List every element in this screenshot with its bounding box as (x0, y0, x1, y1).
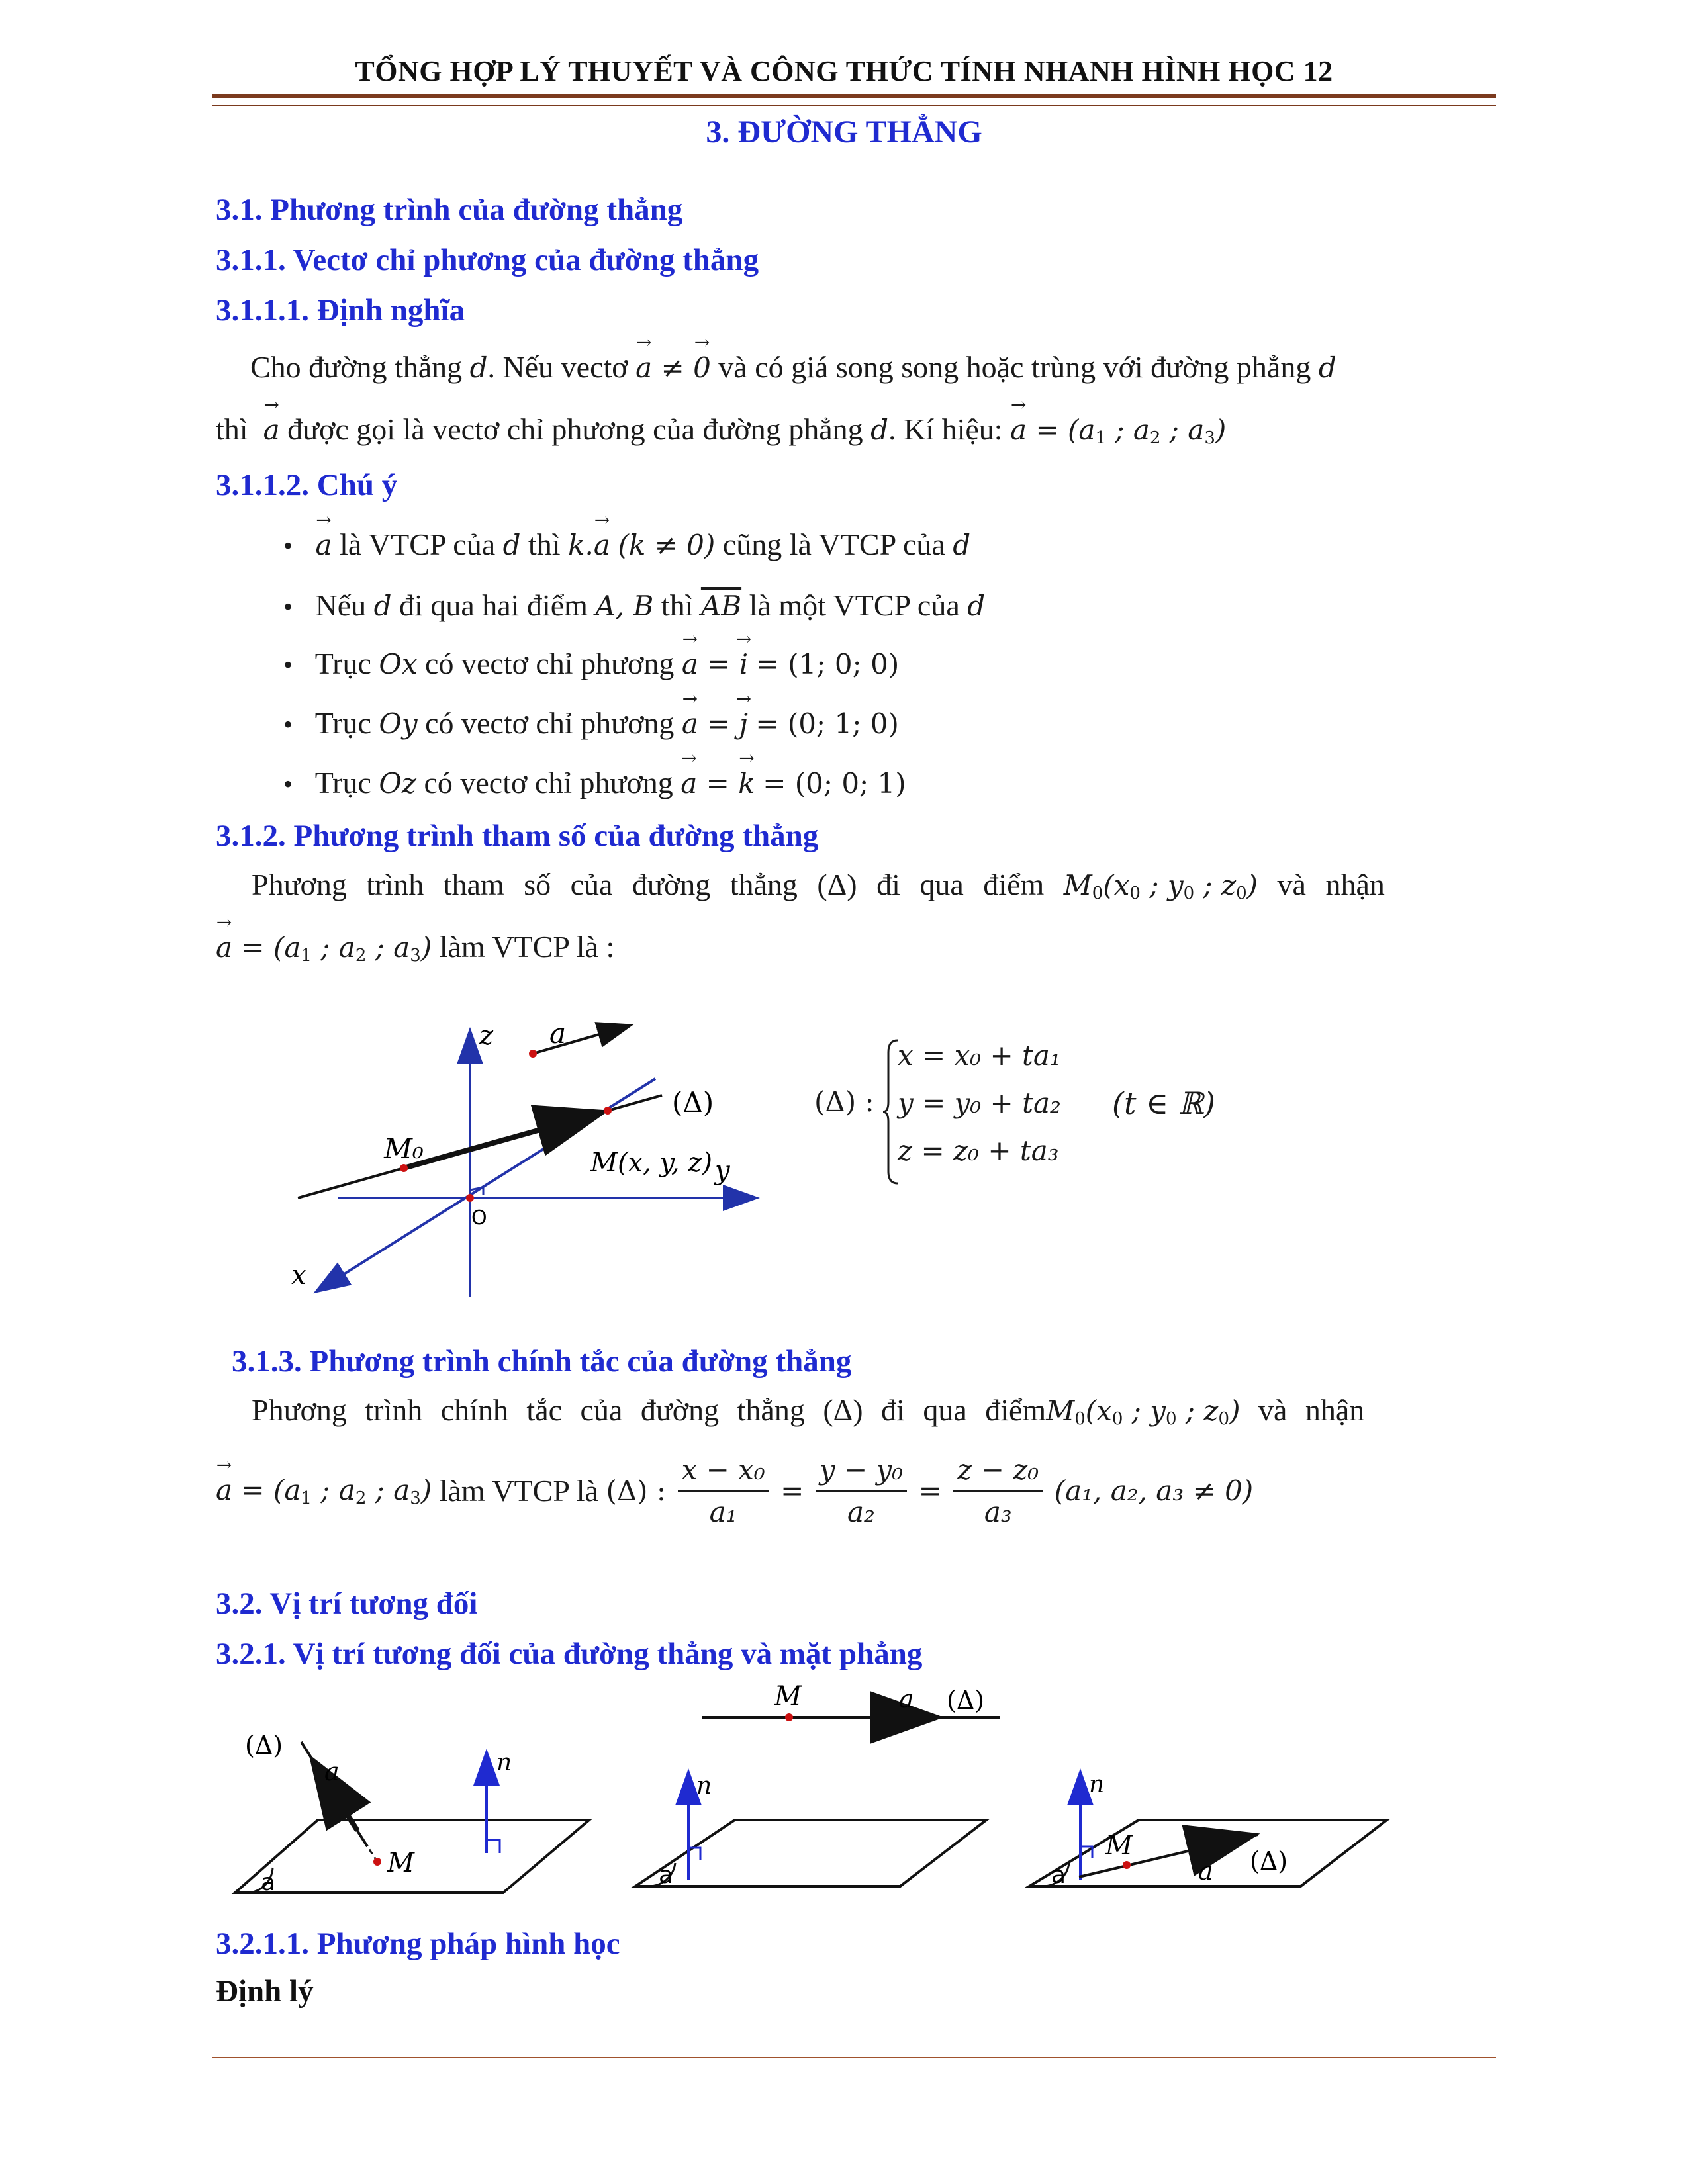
label-m: M(x, y, z) (590, 1148, 712, 1178)
panel-line-in-plane (1029, 1771, 1387, 1889)
param-line-1: Phương trình tham số của đường thẳng (Δ) đi qua điểm $M_0(x_0$ ; $y_0$ ; $z_0$) và nhận (252, 868, 1385, 903)
heading-3-2-1-1: 3.2.1.1. Phương pháp hình học (216, 1927, 620, 1961)
panel-plane (635, 1772, 986, 1889)
direction-vector-m0m (404, 1113, 599, 1168)
svg-text:(Δ): (Δ) (947, 1686, 985, 1715)
label-m0: M₀ (384, 1132, 424, 1165)
page-header-title: TỔNG HỢP LÝ THUYẾT VÀ CÔNG THỨC TÍNH NHANH HÌNH HỌC 12 (355, 55, 1333, 87)
param-eq-z: z = z₀ + ta₃ (898, 1134, 1059, 1167)
footer-rule (212, 2057, 1496, 2058)
note-bullet-oz: • Trục Oz có vectơ chỉ phương → a = → k = (0; 0; 1) (283, 765, 906, 800)
svg-text:n: n (696, 1772, 712, 1799)
param-line-2: → $a = (a_1$ ; $a_2$ ; $a_3$) làm VTCP là : (216, 929, 614, 966)
heading-3-1-2: 3.1.2. Phương trình tham số của đường thẳng (216, 819, 819, 853)
theorem-label: Định lý (216, 1974, 314, 2009)
note-bullet-1: • → a là VTCP của d thì k.→ a (k ≠ 0) cũng là VTCP của d (283, 527, 970, 562)
point-m0 (400, 1164, 408, 1172)
line-3d-figure (291, 1019, 768, 1310)
svg-text:a: a (1198, 1856, 1213, 1886)
svg-text:n: n (496, 1749, 512, 1776)
label-x: x (291, 1260, 306, 1291)
note-bullet-oy: • Trục Oy có vectơ chỉ phương → a = → j = (0; 1; 0) (283, 705, 899, 741)
heading-3-1-3: 3.1.3. Phương trình chính tắc của đường thẳng (232, 1344, 852, 1379)
param-condition: (t ∈ ℝ) (1112, 1085, 1215, 1121)
param-eq-y: y = y₀ + ta₂ (898, 1087, 1061, 1119)
point-m (604, 1107, 612, 1115)
param-system-brace (883, 1039, 899, 1185)
header-rule (212, 94, 1496, 106)
label-z: z (479, 1021, 494, 1051)
svg-text:a: a (324, 1757, 340, 1786)
label-vector-a: a (549, 1017, 567, 1050)
svg-text:M: M (1105, 1831, 1133, 1861)
canon-line-1: Phương trình chính tắc của đường thẳng (Δ) đi qua $điểmM_0(x_0$ ; $y_0$ ; $z_0$) và nhận (252, 1393, 1365, 1429)
origin-point (466, 1194, 474, 1202)
heading-3-2: 3.2. Vị trí tương đối (216, 1586, 478, 1621)
panel-intersect (235, 1731, 589, 1896)
note-bullet-2: • Nếu d đi qua hai điểm A, B thì $\overline{AB}$ là một VTCP của d (283, 588, 986, 622)
param-system-lhs: (Δ) : (814, 1085, 874, 1118)
svg-text:a: a (659, 1862, 674, 1889)
heading-3-2-1: 3.2.1. Vị trí tương đối của đường thẳng và mặt phẳng (216, 1637, 923, 1671)
definition-line-2: thì → a được gọi là vectơ chỉ phương của đường phẳng d. Kí hiệu: → $a = (a_1$ ; $a_2$ ; $a_3$) (216, 412, 1226, 448)
note-bullet-ox: • Trục Ox có vectơ chỉ phương → a = → i = (1; 0; 0) (283, 646, 899, 681)
svg-text:(Δ): (Δ) (1250, 1846, 1288, 1876)
param-eq-x: x = x₀ + ta₁ (898, 1039, 1061, 1071)
vector-a-arrow (533, 1026, 629, 1054)
canon-line-2: → $a = (a_1$ ; $a_2$ ; $a_3$) làm VTCP là (Δ) : $\frac{\text{x − x₀}}{\text{a₁}}$ = $\frac{\text{y − y₀}}{\text{a₂}}$ = $\frac{\text{z − z₀}}{\text{a₃}}$ (a₁, a₂, a₃ ≠ 0) (216, 1453, 1253, 1528)
svg-text:M: M (387, 1848, 414, 1878)
heading-3-1-1-1: 3.1.1.1. Định nghĩa (216, 293, 465, 328)
label-origin: O (471, 1206, 487, 1230)
svg-text:a: a (1051, 1862, 1066, 1889)
svg-text:(Δ): (Δ) (245, 1731, 283, 1760)
relative-position-figure (225, 1681, 1390, 1899)
svg-text:n: n (1089, 1771, 1105, 1798)
panel-parallel-line (702, 1681, 1000, 1721)
heading-3-1-1-2: 3.1.1.2. Chú ý (216, 468, 398, 502)
point-a-origin (529, 1050, 537, 1058)
heading-3-1: 3.1. Phương trình của đường thẳng (216, 193, 683, 227)
svg-text:a: a (899, 1684, 914, 1713)
section-title: 3. ĐƯỜNG THẲNG (706, 114, 982, 150)
label-y: y (715, 1156, 730, 1186)
heading-3-1-1: 3.1.1. Vectơ chỉ phương của đường thẳng (216, 243, 759, 277)
svg-text:a: a (261, 1869, 276, 1896)
svg-text:M: M (774, 1681, 802, 1711)
definition-line-1: Cho đường thẳng d. Nếu vectơ → a ≠ → 0 và có giá song song hoặc trùng với đường phẳng d (250, 349, 1336, 385)
label-delta: (Δ) (672, 1086, 714, 1118)
